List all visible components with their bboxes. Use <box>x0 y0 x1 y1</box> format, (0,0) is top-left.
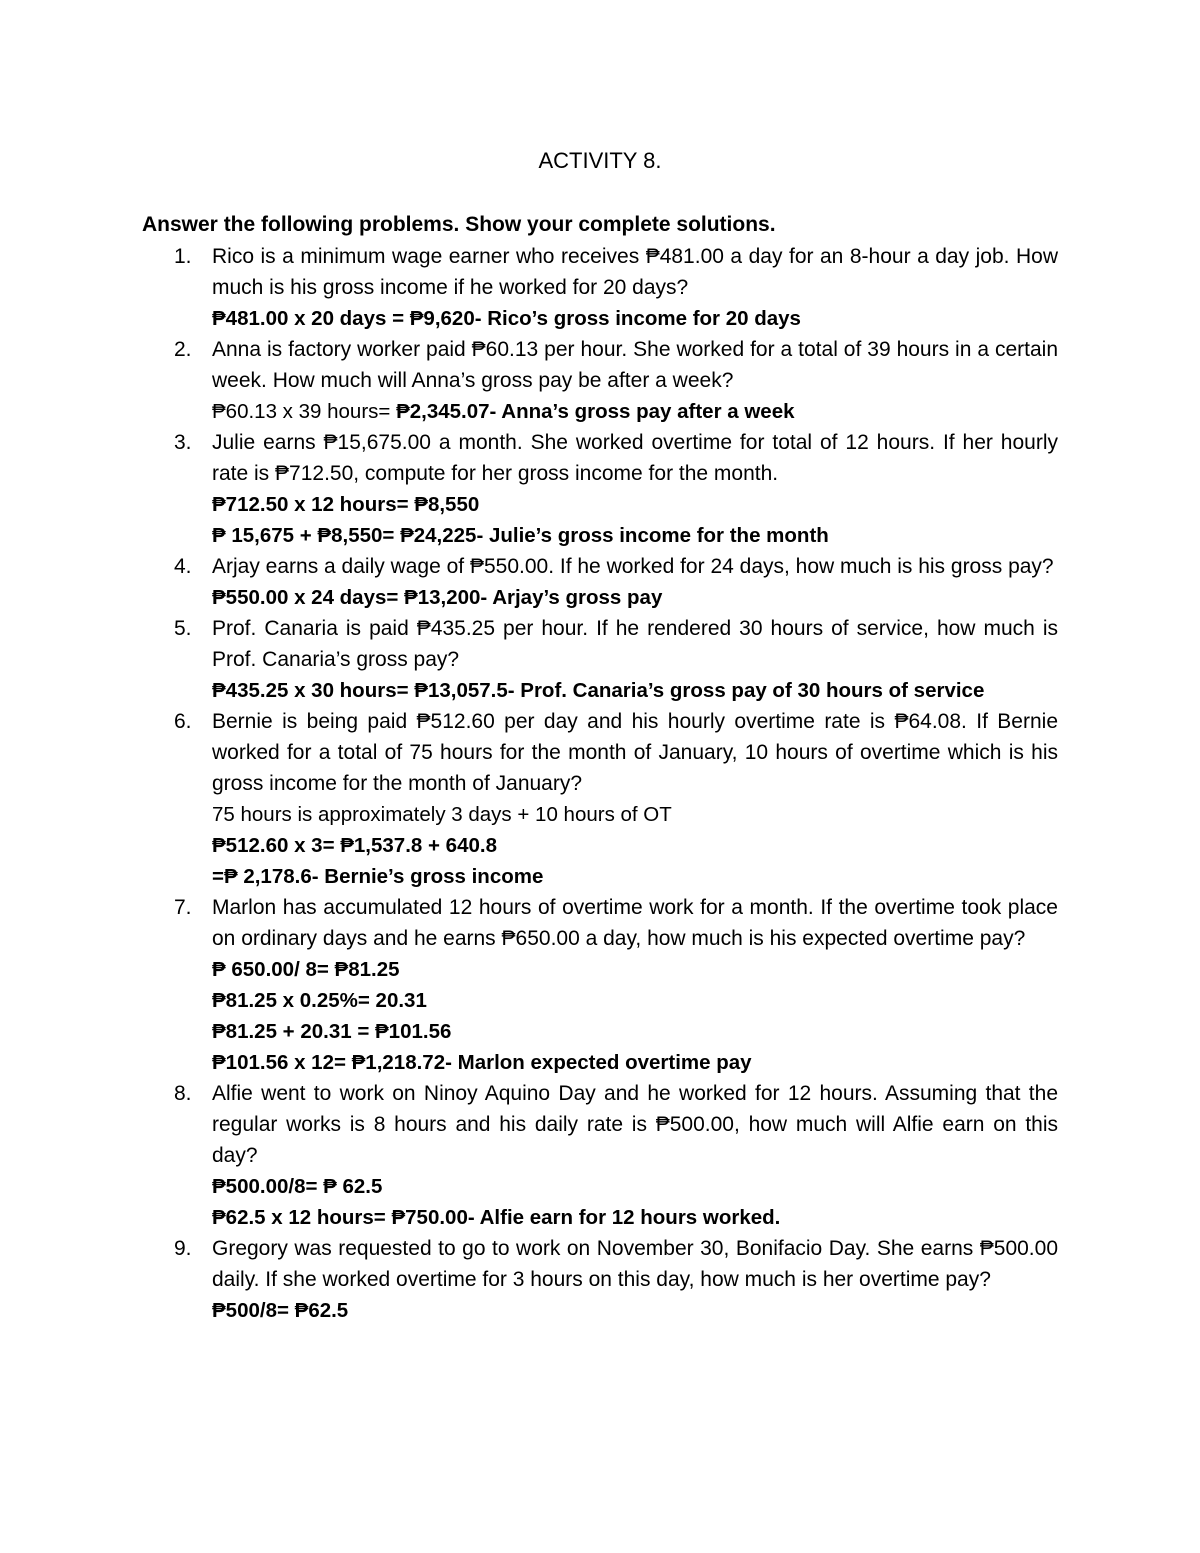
solution-line: ₱512.60 x 3= ₱1,537.8 + 640.8 <box>212 834 497 857</box>
problem-item <box>0 551 1200 613</box>
solution-line: ₱101.56 x 12= ₱1,218.72- Marlon expected overtime pay <box>212 1051 752 1074</box>
problem-item <box>0 706 1200 892</box>
solution-line: ₱550.00 x 24 days= ₱13,200- Arjay’s gross pay <box>212 586 663 609</box>
solution-line: ₱ 15,675 + ₱8,550= ₱24,225- Julie’s gross income for the month <box>212 524 829 547</box>
problem-item <box>0 892 1200 1078</box>
problem-question: Bernie is being paid ₱512.60 per day and his hourly overtime rate is ₱64.08. If Bernie worked for a total of 75 hours for the month of January, 10 hours of overtime which is his gross income for the month of January? <box>212 710 1058 795</box>
solution-line: ₱ 650.00/ 8= ₱81.25 <box>212 958 400 981</box>
solution-line: ₱500.00/8= ₱ 62.5 <box>212 1175 383 1198</box>
problem-list <box>0 241 1200 1326</box>
problem-item <box>0 1078 1200 1233</box>
problem-item <box>0 427 1200 551</box>
solution-line: ₱62.5 x 12 hours= ₱750.00- Alfie earn for 12 hours worked. <box>212 1206 781 1229</box>
problem-question: Gregory was requested to go to work on November 30, Bonifacio Day. She earns ₱500.00 daily. If she worked overtime for 3 hours on this day, how much is her overtime pay? <box>212 1237 1058 1291</box>
solution-computation: ₱60.13 x 39 hours= <box>212 400 397 423</box>
problem-question: Rico is a minimum wage earner who receives ₱481.00 a day for an 8-hour a day job. How much is his gross income if he worked for 20 days? <box>212 245 1058 299</box>
problem-number: 4. <box>174 555 192 578</box>
problem-question: Anna is factory worker paid ₱60.13 per hour. She worked for a total of 39 hours in a certain week. How much will Anna’s gross pay be after a week? <box>212 338 1058 392</box>
problem-number: 6. <box>174 710 192 733</box>
problem-question: Alfie went to work on Ninoy Aquino Day and he worked for 12 hours. Assuming that the regular works is 8 hours and his daily rate is ₱500.00, how much will Alfie earn on this day? <box>212 1082 1058 1167</box>
instruction-text: Answer the following problems. Show your complete solutions. <box>142 213 776 236</box>
problem-item <box>0 1233 1200 1326</box>
page-title: ACTIVITY 8. <box>538 148 662 173</box>
problem-number: 9. <box>174 1237 192 1260</box>
solution-line: ₱712.50 x 12 hours= ₱8,550 <box>212 493 480 516</box>
problem-number: 2. <box>174 338 192 361</box>
solution-line: ₱81.25 + 20.31 = ₱101.56 <box>212 1020 452 1043</box>
problem-item <box>0 613 1200 706</box>
solution-line: =₱ 2,178.6- Bernie’s gross income <box>212 865 544 888</box>
solution-line: ₱81.25 x 0.25%= 20.31 <box>212 989 427 1012</box>
problem-question: Arjay earns a daily wage of ₱550.00. If he worked for 24 days, how much is his gross pay? <box>212 555 1054 578</box>
problem-number: 7. <box>174 896 192 919</box>
problem-number: 5. <box>174 617 192 640</box>
problem-number: 8. <box>174 1082 192 1105</box>
solution-line <box>212 396 1092 427</box>
solution-line: ₱500/8= ₱62.5 <box>212 1299 349 1322</box>
solution-answer: ₱2,345.07- Anna’s gross pay after a week <box>396 400 795 423</box>
solution-line: ₱435.25 x 30 hours= ₱13,057.5- Prof. Canaria’s gross pay of 30 hours of service <box>212 679 985 702</box>
solution-line: ₱481.00 x 20 days = ₱9,620- Rico’s gross income for 20 days <box>212 307 801 330</box>
problem-item <box>0 334 1200 427</box>
problem-question: Julie earns ₱15,675.00 a month. She worked overtime for total of 12 hours. If her hourly rate is ₱712.50, compute for her gross income for the month. <box>212 431 1058 485</box>
problem-number: 3. <box>174 431 192 454</box>
problem-item <box>0 241 1200 334</box>
problem-question: Prof. Canaria is paid ₱435.25 per hour. If he rendered 30 hours of service, how much is Prof. Canaria’s gross pay? <box>212 617 1058 671</box>
problem-number: 1. <box>174 245 192 268</box>
problem-question: Marlon has accumulated 12 hours of overtime work for a month. If the overtime took place on ordinary days and he earns ₱650.00 a day, how much is his expected overtime pay? <box>212 896 1058 950</box>
solution-line: 75 hours is approximately 3 days + 10 hours of OT <box>212 803 672 826</box>
